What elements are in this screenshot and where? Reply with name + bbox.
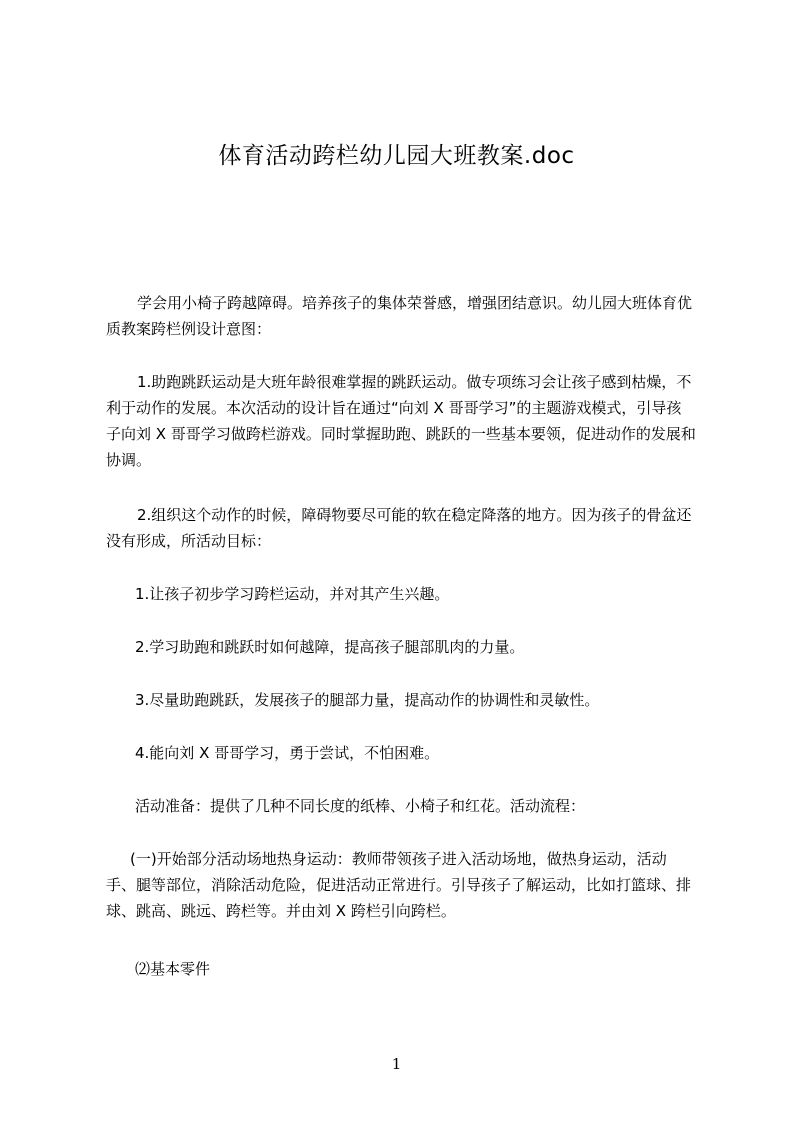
paragraph-goal-3: 3.尽量助跑跳跃，发展孩子的腿部力量，提高动作的协调性和灵敏性。 — [135, 691, 600, 709]
paragraph-goal-2: 2.学习助跑和跳跃时如何越障，提高孩子腿部肌肉的力量。 — [135, 638, 525, 656]
paragraph-design-2: 2.组织这个动作的时候，障碍物要尽可能的软在稳定降落的地方。因为孩子的骨盆还没有形成，所活动目标： — [106, 506, 692, 550]
paragraph-goal-1: 1.让孩子初步学习跨栏运动，并对其产生兴趣。 — [135, 585, 450, 603]
paragraph-start-section: (一)开始部分活动场地热身运动：教师带领孩子进入活动场地，做热身运动，活动手、腿等部位，消除活动危险，促进活动正常进行。引导孩子了解运动，比如打篮球、排球、跳高、跳远、跨栏等。并由刘 X 跨栏引向跨栏。 — [106, 850, 692, 920]
paragraph-basic-section: ⑵基本零件 — [135, 960, 211, 978]
paragraph-intro: 学会用小椅子跨越障碍。培养孩子的集体荣誉感，增强团结意识。幼儿园大班体育优质教案跨栏例设计意图： — [106, 294, 693, 338]
paragraph-goal-4: 4.能向刘 X 哥哥学习，勇于尝试，不怕困难。 — [135, 744, 440, 762]
paragraph-design-1: 1.助跑跳跃运动是大班年龄很难掌握的跳跃运动。做专项练习会让孩子感到枯燥，不利于动作的发展。本次活动的设计旨在通过“向刘 X 哥哥学习”的主题游戏模式，引导孩子向刘 X 哥哥学习做跨栏游戏。同时掌握助跑、跳跃的一些基本要领，促进动作的发展和协调。 — [106, 373, 696, 469]
paragraph-preparation: 活动准备：提供了几种不同长度的纸棒、小椅子和红花。活动流程： — [135, 797, 586, 815]
document-title: 体育活动跨栏幼儿园大班教案.doc — [218, 143, 575, 169]
page-number: 1 — [391, 1055, 402, 1073]
